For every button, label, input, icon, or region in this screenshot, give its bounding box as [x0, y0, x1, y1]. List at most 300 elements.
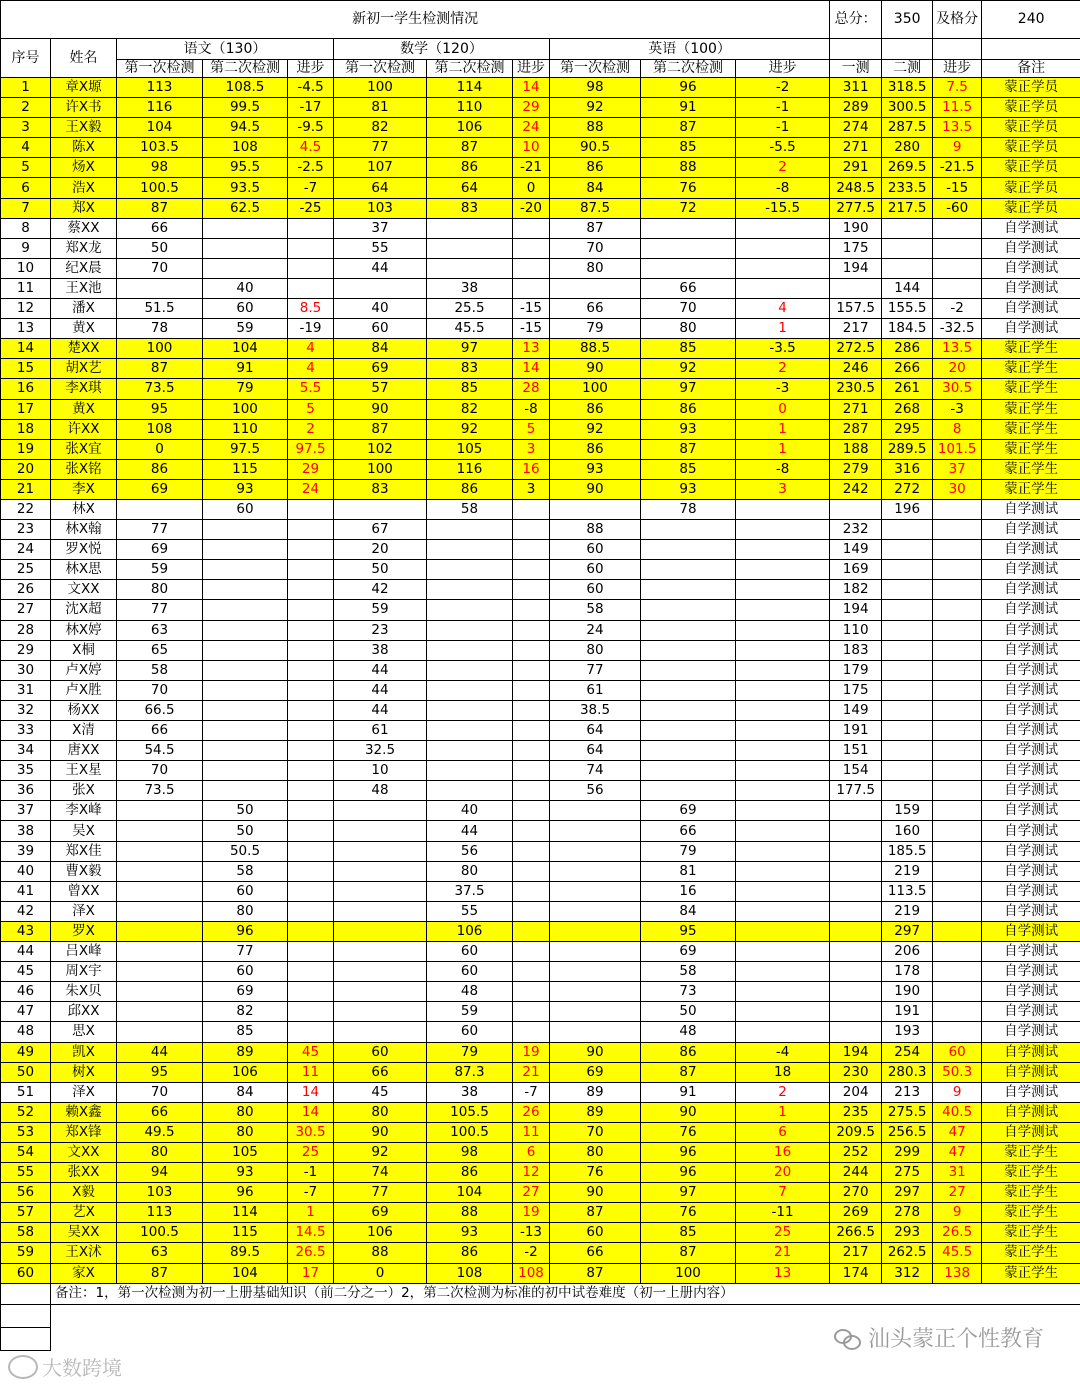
cell-m2: 60 [427, 1022, 513, 1042]
cell-e1: 93 [550, 459, 641, 479]
cell-c1: 70 [117, 761, 203, 781]
cell-c1: 87 [117, 1263, 203, 1283]
cell-t2: 191 [882, 1002, 933, 1022]
wechat-icon [834, 1327, 862, 1349]
cell-e1: 76 [550, 1163, 641, 1183]
cell-note: 蒙正学生 [982, 1142, 1080, 1162]
cell-t1: 217 [830, 319, 882, 339]
cell-name: 泽X [51, 901, 117, 921]
table-row [1, 921, 1080, 941]
cell-m2: 86 [427, 1243, 513, 1263]
cell-t1: 274 [830, 118, 882, 138]
cell-c1: 70 [117, 1082, 203, 1102]
cell-e1: 80 [550, 1142, 641, 1162]
cell-m2: 105 [427, 439, 513, 459]
table-row [1, 901, 1080, 921]
cell-mp: 11 [513, 1122, 550, 1142]
cell-no: 29 [1, 640, 51, 660]
cell-ep [736, 680, 830, 700]
cell-t2: 196 [882, 499, 933, 519]
table-row [1, 299, 1080, 319]
cell-m2: 37.5 [427, 881, 513, 901]
cell-m1: 83 [334, 479, 427, 499]
cell-cp [288, 821, 334, 841]
cell-name: 邱XX [51, 1002, 117, 1022]
cell-m2: 86 [427, 158, 513, 178]
cell-mp: 21 [513, 1062, 550, 1082]
cell-m2: 85 [427, 379, 513, 399]
cell-tp [933, 700, 982, 720]
cell-m1: 67 [334, 520, 427, 540]
cell-tp: 9 [933, 138, 982, 158]
cell-no: 12 [1, 299, 51, 319]
cell-tp [933, 721, 982, 741]
cell-e2: 76 [641, 178, 736, 198]
cell-name: 泽X [51, 1082, 117, 1102]
cell-e2: 85 [641, 459, 736, 479]
cell-ep [736, 881, 830, 901]
cell-m1: 0 [334, 1263, 427, 1283]
cell-e2 [641, 741, 736, 761]
table-row [1, 781, 1080, 801]
cell-t1 [830, 1002, 882, 1022]
cell-t2: 318.5 [882, 78, 933, 98]
cell-mp: 19 [513, 1203, 550, 1223]
cell-name: 郑X [51, 198, 117, 218]
cell-c2 [203, 781, 288, 801]
cell-e2: 58 [641, 962, 736, 982]
table-row [1, 238, 1080, 258]
cell-tp [933, 921, 982, 941]
cell-cp [288, 640, 334, 660]
cell-name: X桐 [51, 640, 117, 660]
cell-tp [933, 660, 982, 680]
cell-note: 自学测试 [982, 319, 1080, 339]
cell-e1: 89 [550, 1102, 641, 1122]
cell-e1: 87 [550, 1263, 641, 1283]
table-row [1, 620, 1080, 640]
cell-ep [736, 781, 830, 801]
cell-ep [736, 861, 830, 881]
cell-t2: 113.5 [882, 881, 933, 901]
table-row [1, 359, 1080, 379]
cell-mp [513, 761, 550, 781]
cell-cp: 17 [288, 1263, 334, 1283]
cell-t2: 159 [882, 801, 933, 821]
table-row [1, 982, 1080, 1002]
cell-cp: 5.5 [288, 379, 334, 399]
cell-cp [288, 600, 334, 620]
cell-m1: 60 [334, 319, 427, 339]
cell-no: 7 [1, 198, 51, 218]
cell-e1: 90 [550, 1042, 641, 1062]
cell-ep: 21 [736, 1243, 830, 1263]
cell-c1 [117, 801, 203, 821]
cell-cp [288, 982, 334, 1002]
cell-c2: 108.5 [203, 78, 288, 98]
cell-ep: 6 [736, 1122, 830, 1142]
header-row-1 [1, 39, 1080, 60]
cell-name: 林X婷 [51, 620, 117, 640]
cell-e1: 92 [550, 98, 641, 118]
table-row [1, 821, 1080, 841]
cell-c1: 95 [117, 1062, 203, 1082]
cell-ep: 0 [736, 399, 830, 419]
header-name: 姓名 [51, 39, 117, 78]
cell-e1 [550, 982, 641, 1002]
cell-c1: 113 [117, 1203, 203, 1223]
cell-no: 40 [1, 861, 51, 881]
cell-t1: 183 [830, 640, 882, 660]
cell-name: X清 [51, 721, 117, 741]
cell-m1: 81 [334, 98, 427, 118]
cell-tp [933, 520, 982, 540]
cell-name: 文XX [51, 580, 117, 600]
cell-c2: 89.5 [203, 1243, 288, 1263]
cell-e1: 90 [550, 479, 641, 499]
cell-e2: 78 [641, 499, 736, 519]
cell-note: 自学测试 [982, 1122, 1080, 1142]
table-row [1, 158, 1080, 178]
cell-cp [288, 841, 334, 861]
cell-t1 [830, 841, 882, 861]
cell-ep [736, 620, 830, 640]
cell-t2: 268 [882, 399, 933, 419]
cell-e2: 50 [641, 1002, 736, 1022]
cell-c1: 100.5 [117, 178, 203, 198]
cell-e2: 91 [641, 98, 736, 118]
cell-m1: 82 [334, 118, 427, 138]
cell-m1: 38 [334, 640, 427, 660]
cell-c1 [117, 881, 203, 901]
cell-m1: 37 [334, 218, 427, 238]
cell-ep [736, 901, 830, 921]
cell-name: 吴XX [51, 1223, 117, 1243]
cell-no: 59 [1, 1243, 51, 1263]
cell-m1: 57 [334, 379, 427, 399]
cell-e2: 88 [641, 158, 736, 178]
cell-ep: 25 [736, 1223, 830, 1243]
cell-ep: -15.5 [736, 198, 830, 218]
cell-m2: 80 [427, 861, 513, 881]
cell-t1: 194 [830, 600, 882, 620]
cell-mp: 26 [513, 1102, 550, 1122]
cell-c2: 105 [203, 1142, 288, 1162]
cell-m2 [427, 560, 513, 580]
cell-cp: -2.5 [288, 158, 334, 178]
cell-m1: 84 [334, 339, 427, 359]
cell-e2: 91 [641, 1082, 736, 1102]
cell-e2: 93 [641, 419, 736, 439]
cell-e1: 90 [550, 359, 641, 379]
cell-tp: 9 [933, 1203, 982, 1223]
cell-m1: 23 [334, 620, 427, 640]
cell-no: 11 [1, 278, 51, 298]
cell-cp: 11 [288, 1062, 334, 1082]
cell-m2 [427, 761, 513, 781]
cell-note: 自学测试 [982, 700, 1080, 720]
cell-t1: 242 [830, 479, 882, 499]
cell-ep: 1 [736, 319, 830, 339]
cell-t1: 204 [830, 1082, 882, 1102]
cell-t2: 144 [882, 278, 933, 298]
cell-ep [736, 238, 830, 258]
cell-name: 楚XX [51, 339, 117, 359]
cell-t2 [882, 258, 933, 278]
cell-e2: 66 [641, 821, 736, 841]
cell-name: 王X池 [51, 278, 117, 298]
cell-note: 自学测试 [982, 761, 1080, 781]
cell-m2 [427, 680, 513, 700]
cell-e2 [641, 781, 736, 801]
cell-mp: 108 [513, 1263, 550, 1283]
cell-no: 20 [1, 459, 51, 479]
cell-e2 [641, 258, 736, 278]
cell-m1 [334, 841, 427, 861]
cell-m1: 92 [334, 1142, 427, 1162]
cell-m2: 44 [427, 821, 513, 841]
watermark-brand-text: 大数跨境 [42, 1356, 122, 1380]
cell-cp [288, 861, 334, 881]
cell-ep [736, 660, 830, 680]
cell-e2: 87 [641, 118, 736, 138]
cell-no: 54 [1, 1142, 51, 1162]
cell-ep [736, 278, 830, 298]
cell-t1: 110 [830, 620, 882, 640]
cell-c1: 103 [117, 1183, 203, 1203]
cell-name: 文XX [51, 1142, 117, 1162]
cell-m2: 58 [427, 499, 513, 519]
cell-c1: 94 [117, 1163, 203, 1183]
cell-c1: 59 [117, 560, 203, 580]
cell-tp: 37 [933, 459, 982, 479]
cell-ep [736, 520, 830, 540]
cell-name: 张X宜 [51, 439, 117, 459]
cell-m2: 98 [427, 1142, 513, 1162]
cell-m2: 38 [427, 1082, 513, 1102]
cell-e1: 84 [550, 178, 641, 198]
cell-note: 蒙正学生 [982, 479, 1080, 499]
cell-note: 自学测试 [982, 861, 1080, 881]
cell-t2 [882, 620, 933, 640]
cell-t2 [882, 761, 933, 781]
cell-cp: 14 [288, 1082, 334, 1102]
cell-cp: 4 [288, 359, 334, 379]
cell-c1: 66 [117, 1102, 203, 1122]
table-row [1, 1183, 1080, 1203]
cell-e1: 88 [550, 520, 641, 540]
cell-mp: 3 [513, 439, 550, 459]
cell-c2 [203, 761, 288, 781]
cell-ep: 1 [736, 439, 830, 459]
cell-c2: 80 [203, 1122, 288, 1142]
cell-mp [513, 560, 550, 580]
cell-note: 自学测试 [982, 1022, 1080, 1042]
cell-no: 49 [1, 1042, 51, 1062]
cell-e1: 24 [550, 620, 641, 640]
cell-t1: 169 [830, 560, 882, 580]
cell-no: 4 [1, 138, 51, 158]
cell-cp: -9.5 [288, 118, 334, 138]
cell-name: 朱X贝 [51, 982, 117, 1002]
cell-t2: 206 [882, 942, 933, 962]
cell-e2: 96 [641, 1163, 736, 1183]
cell-t2 [882, 660, 933, 680]
cell-tp: 9 [933, 1082, 982, 1102]
cell-c1: 86 [117, 459, 203, 479]
cell-no: 3 [1, 118, 51, 138]
cell-c1: 98 [117, 158, 203, 178]
cell-no: 2 [1, 98, 51, 118]
cell-ep [736, 700, 830, 720]
cell-m1 [334, 982, 427, 1002]
cell-e1 [550, 901, 641, 921]
cell-e1: 60 [550, 1223, 641, 1243]
cell-ep: -1 [736, 118, 830, 138]
cell-c1: 70 [117, 258, 203, 278]
cell-mp [513, 700, 550, 720]
cell-e2: 93 [641, 479, 736, 499]
cell-c1: 63 [117, 620, 203, 640]
cell-c2: 60 [203, 299, 288, 319]
cell-t2: 278 [882, 1203, 933, 1223]
cell-tp: -15 [933, 178, 982, 198]
cell-note: 自学测试 [982, 781, 1080, 801]
cell-t2: 287.5 [882, 118, 933, 138]
cell-cp [288, 942, 334, 962]
cell-t1: 177.5 [830, 781, 882, 801]
cell-m2: 93 [427, 1223, 513, 1243]
cell-tp: -2 [933, 299, 982, 319]
cell-m1 [334, 942, 427, 962]
cell-t1: 191 [830, 721, 882, 741]
cell-cp [288, 520, 334, 540]
cell-no: 5 [1, 158, 51, 178]
cell-m2: 86 [427, 479, 513, 499]
cell-no: 45 [1, 962, 51, 982]
cell-c1 [117, 499, 203, 519]
cell-c1 [117, 1022, 203, 1042]
cell-c2 [203, 580, 288, 600]
cell-m2: 110 [427, 98, 513, 118]
cell-note: 自学测试 [982, 278, 1080, 298]
cell-name: 杨XX [51, 700, 117, 720]
cell-name: 许X书 [51, 98, 117, 118]
cell-tp [933, 982, 982, 1002]
table-row [1, 258, 1080, 278]
cell-note: 蒙正学员 [982, 158, 1080, 178]
cell-m1: 48 [334, 781, 427, 801]
cell-name: 林X [51, 499, 117, 519]
cell-mp [513, 499, 550, 519]
cell-no: 48 [1, 1022, 51, 1042]
pass-label: 及格分 [933, 1, 982, 39]
cell-e2: 86 [641, 399, 736, 419]
cell-note: 自学测试 [982, 540, 1080, 560]
cell-note: 自学测试 [982, 741, 1080, 761]
cell-t1: 209.5 [830, 1122, 882, 1142]
cell-cp [288, 1022, 334, 1042]
cell-t1 [830, 901, 882, 921]
cell-t2: 185.5 [882, 841, 933, 861]
cell-m1: 42 [334, 580, 427, 600]
cell-t1: 149 [830, 700, 882, 720]
cell-c1 [117, 278, 203, 298]
cell-no: 24 [1, 540, 51, 560]
cell-cp [288, 258, 334, 278]
cell-cp: 14.5 [288, 1223, 334, 1243]
cell-cp [288, 801, 334, 821]
cell-note: 蒙正学生 [982, 1243, 1080, 1263]
cell-mp: -7 [513, 1082, 550, 1102]
cell-note: 蒙正学生 [982, 1203, 1080, 1223]
cell-m2: 86 [427, 1163, 513, 1183]
cell-c2 [203, 560, 288, 580]
cell-name: 黄X [51, 319, 117, 339]
table-row [1, 1243, 1080, 1263]
cell-e2: 97 [641, 379, 736, 399]
cell-c2 [203, 680, 288, 700]
cell-tp [933, 499, 982, 519]
cell-c1: 0 [117, 439, 203, 459]
cell-ep: 16 [736, 1142, 830, 1162]
cell-tp [933, 942, 982, 962]
header-chinese-progress: 进步 [288, 60, 334, 78]
table-row [1, 138, 1080, 158]
cell-t2: 261 [882, 379, 933, 399]
cell-tp: 40.5 [933, 1102, 982, 1122]
cell-m1 [334, 921, 427, 941]
cell-c1: 78 [117, 319, 203, 339]
cell-t1 [830, 861, 882, 881]
cell-note: 自学测试 [982, 258, 1080, 278]
header-index: 序号 [1, 39, 51, 78]
cell-m2: 45.5 [427, 319, 513, 339]
cell-name: 李X琪 [51, 379, 117, 399]
cell-m2: 40 [427, 801, 513, 821]
cell-t1 [830, 881, 882, 901]
cell-c1: 66 [117, 218, 203, 238]
cell-t1: 190 [830, 218, 882, 238]
cell-e1: 88.5 [550, 339, 641, 359]
cell-note: 自学测试 [982, 640, 1080, 660]
cell-note: 自学测试 [982, 1002, 1080, 1022]
cell-e1: 87 [550, 218, 641, 238]
cell-ep [736, 841, 830, 861]
cell-cp: 30.5 [288, 1122, 334, 1142]
cell-t1: 179 [830, 660, 882, 680]
cell-t2: 293 [882, 1223, 933, 1243]
cell-c1: 66 [117, 721, 203, 741]
cell-e1: 66 [550, 299, 641, 319]
cell-note: 蒙正学生 [982, 1183, 1080, 1203]
cell-tp: 50.3 [933, 1062, 982, 1082]
cell-note: 自学测试 [982, 901, 1080, 921]
table-row [1, 580, 1080, 600]
cell-tp: 13.5 [933, 339, 982, 359]
cell-name: 唐XX [51, 741, 117, 761]
cell-c1: 70 [117, 680, 203, 700]
cell-e1: 92 [550, 419, 641, 439]
cell-no: 26 [1, 580, 51, 600]
cell-ep: 2 [736, 359, 830, 379]
cell-ep [736, 921, 830, 941]
cell-e1: 77 [550, 660, 641, 680]
table-row [1, 801, 1080, 821]
cell-c1: 95 [117, 399, 203, 419]
cell-no: 28 [1, 620, 51, 640]
table-row [1, 640, 1080, 660]
